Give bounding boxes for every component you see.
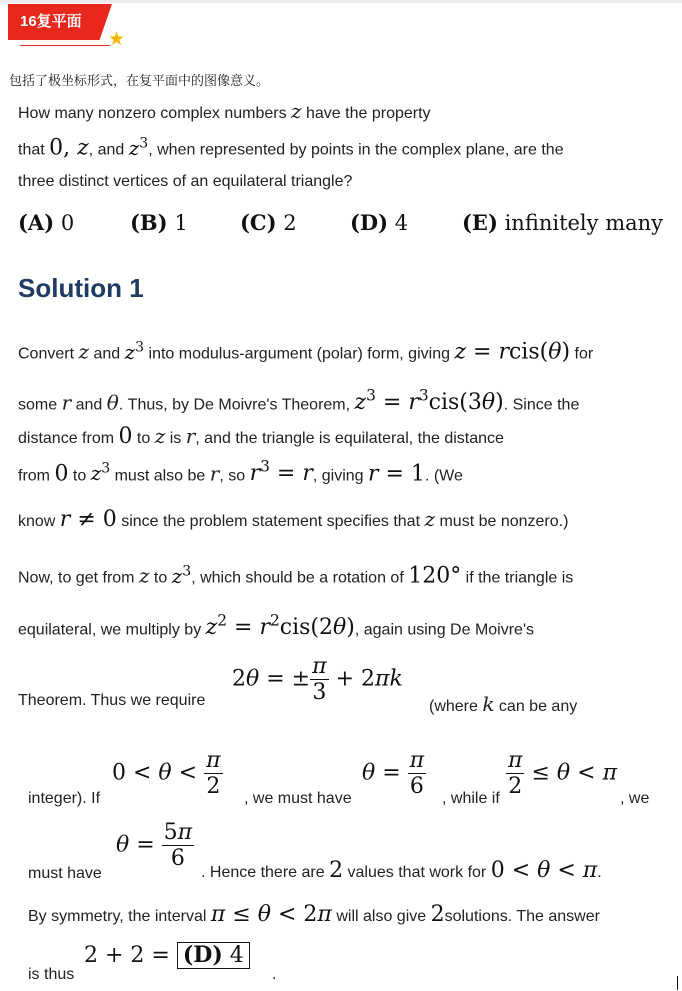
badge-underline: [20, 45, 110, 46]
problem-line-2: that 0, z, and $z^3$, when represented by points in the complex plane, are the: [18, 135, 564, 161]
solution-line-4: from 0 to $z^3$ must also be r, so $r^3 = r$, giving r = 1. (We: [18, 458, 463, 487]
choice-c: (C) 2: [240, 210, 297, 235]
choice-e: (E) infinitely many: [462, 210, 664, 235]
condition-range-2: $\frac{\pi}{2}$ ≤ θ < π: [508, 748, 618, 799]
solution-line-9: integer). If: [28, 790, 101, 807]
solution-line-1: Convert z and $z^3$ into modulus-argument (polar) form, giving z = rcis(θ) for: [18, 339, 594, 365]
solution-line-10: must have: [28, 865, 102, 882]
choice-b: (B) 1: [130, 210, 188, 235]
solution-line-6: Now, to get from z to $z^3$, which should be a rotation of 120° if the triangle is: [18, 563, 574, 589]
solution-line-3: distance from 0 to z is r, and the triangle is equilateral, the distance: [18, 424, 504, 449]
solution-line-2: some r and θ. Thus, by De Moivre's Theorem, $z^3 = r^3cis(3\theta)$. Since the: [18, 387, 580, 416]
solution-line-7: equilateral, we multiply by $z^2 = r^2cis(2\theta)$, again using De Moivre's: [18, 612, 534, 641]
equation-2theta: 2θ = ± $\frac{\pi}{3}$ + 2πk: [232, 654, 403, 705]
solution-line-11: By symmetry, the interval π ≤ θ < 2π will also give 2solutions. The answer: [28, 902, 600, 927]
solution-line-12: is thus: [28, 966, 75, 983]
solution-line-9-b: , we must have: [244, 790, 352, 807]
choice-a: (A) 0: [18, 210, 75, 235]
solution-line-8: Theorem. Thus we require: [18, 692, 206, 709]
solution-line-9-c: , while if: [442, 790, 500, 807]
badge-label: 16复平面: [20, 13, 82, 30]
solution-line-8-right: (where k can be any: [429, 692, 578, 716]
final-period: .: [272, 966, 277, 983]
choice-d: (D) 4: [350, 210, 409, 235]
star-icon: ★: [108, 29, 126, 50]
text-cursor: [677, 976, 678, 990]
solution-line-9-d: , we: [620, 790, 650, 807]
top-border: [0, 0, 682, 3]
solution-line-10-b: . Hence there are 2 values that work for 0 < θ < π.: [201, 858, 602, 883]
problem-line-1: How many nonzero complex numbers z have the property: [18, 99, 431, 123]
solution-line-5: know r ≠ 0 since the problem statement specifies that z must be nonzero.): [18, 507, 569, 532]
condition-range-1: 0 < θ < $\frac{\pi}{2}$: [112, 748, 221, 799]
final-answer: 2 + 2 = (D) 4: [84, 942, 250, 968]
value-5pi-over-6: θ = $\frac{5\pi}{6}$: [116, 820, 193, 871]
value-pi-over-6: θ = $\frac{\pi}{6}$: [362, 748, 425, 799]
problem-line-3: three distinct vertices of an equilateral triangle?: [18, 173, 353, 190]
intro-text: 包括了极坐标形式，在复平面中的图像意义。: [9, 73, 270, 88]
solution-heading: Solution 1: [18, 273, 144, 303]
